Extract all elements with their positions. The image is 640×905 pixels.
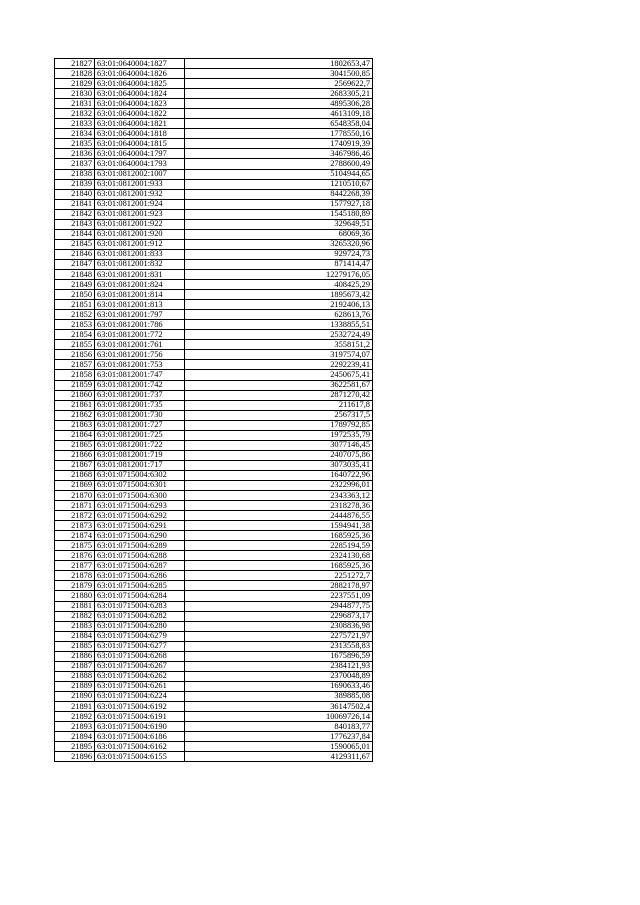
value-cell: 3467986,46 <box>185 149 373 159</box>
row-number-cell: 21856 <box>55 350 95 360</box>
row-number-cell: 21841 <box>55 199 95 209</box>
row-number-cell: 21871 <box>55 501 95 511</box>
cadastral-number-cell: 63:01:0715004:6282 <box>95 611 185 621</box>
table-row <box>55 430 373 440</box>
value-cell: 2788600,49 <box>185 159 373 169</box>
table-row <box>55 511 373 521</box>
table-row <box>55 571 373 581</box>
cadastral-number-cell: 63:01:0640004:1793 <box>95 159 185 169</box>
table-row <box>55 531 373 541</box>
row-number-cell: 21874 <box>55 531 95 541</box>
cadastral-number-cell: 63:01:0715004:6224 <box>95 691 185 701</box>
value-cell: 68069,36 <box>185 229 373 239</box>
table-row <box>55 290 373 300</box>
cadastral-number-cell: 63:01:0812001:722 <box>95 440 185 450</box>
value-cell: 3077146,45 <box>185 440 373 450</box>
value-cell: 871414,47 <box>185 259 373 269</box>
cadastral-number-cell: 63:01:0715004:6300 <box>95 491 185 501</box>
row-number-cell: 21885 <box>55 641 95 651</box>
row-number-cell: 21827 <box>55 59 95 69</box>
value-cell: 12279176,05 <box>185 269 373 279</box>
value-cell: 2882178,97 <box>185 581 373 591</box>
row-number-cell: 21877 <box>55 561 95 571</box>
row-number-cell: 21839 <box>55 179 95 189</box>
table-row <box>55 390 373 400</box>
row-number-cell: 21864 <box>55 430 95 440</box>
table-row <box>55 641 373 651</box>
value-cell: 2192406,13 <box>185 300 373 310</box>
row-number-cell: 21876 <box>55 551 95 561</box>
cadastral-number-cell: 63:01:0715004:6268 <box>95 651 185 661</box>
table-body <box>55 59 373 762</box>
table-row <box>55 360 373 370</box>
table-row <box>55 651 373 661</box>
table-row <box>55 239 373 249</box>
cadastral-number-cell: 63:01:0715004:6191 <box>95 712 185 722</box>
cadastral-number-cell: 63:01:0812001:932 <box>95 189 185 199</box>
cadastral-number-cell: 63:01:0812001:756 <box>95 350 185 360</box>
row-number-cell: 21837 <box>55 159 95 169</box>
cadastral-number-cell: 63:01:0715004:6301 <box>95 480 185 490</box>
value-cell: 8442268,39 <box>185 189 373 199</box>
value-cell: 6548358,04 <box>185 119 373 129</box>
row-number-cell: 21886 <box>55 651 95 661</box>
cadastral-number-cell: 63:01:0715004:6286 <box>95 571 185 581</box>
table-row <box>55 722 373 732</box>
value-cell: 2444876,55 <box>185 511 373 521</box>
cadastral-number-cell: 63:01:0715004:6284 <box>95 591 185 601</box>
value-cell: 2237551,09 <box>185 591 373 601</box>
cadastral-number-cell: 63:01:0715004:6293 <box>95 501 185 511</box>
table-row <box>55 591 373 601</box>
cadastral-number-cell: 63:01:0715004:6192 <box>95 702 185 712</box>
cadastral-number-cell: 63:01:0812002:1007 <box>95 169 185 179</box>
table-row <box>55 139 373 149</box>
row-number-cell: 21889 <box>55 681 95 691</box>
table-row <box>55 440 373 450</box>
table-row <box>55 732 373 742</box>
cadastral-number-cell: 63:01:0812001:923 <box>95 209 185 219</box>
row-number-cell: 21879 <box>55 581 95 591</box>
row-number-cell: 21872 <box>55 511 95 521</box>
row-number-cell: 21842 <box>55 209 95 219</box>
cadastral-number-cell: 63:01:0812001:747 <box>95 370 185 380</box>
row-number-cell: 21833 <box>55 119 95 129</box>
cadastral-number-cell: 63:01:0715004:6283 <box>95 601 185 611</box>
value-cell: 2285194,59 <box>185 541 373 551</box>
row-number-cell: 21884 <box>55 631 95 641</box>
value-cell: 1895673,42 <box>185 290 373 300</box>
table-row <box>55 702 373 712</box>
table-row <box>55 752 373 762</box>
row-number-cell: 21857 <box>55 360 95 370</box>
cadastral-number-cell: 63:01:0715004:6288 <box>95 551 185 561</box>
cadastral-number-cell: 63:01:0715004:6267 <box>95 661 185 671</box>
table-row <box>55 169 373 179</box>
table-row <box>55 219 373 229</box>
value-cell: 4895306,28 <box>185 99 373 109</box>
table-row <box>55 129 373 139</box>
value-cell: 3622581,67 <box>185 380 373 390</box>
row-number-cell: 21866 <box>55 450 95 460</box>
value-cell: 36147502,4 <box>185 702 373 712</box>
cadastral-number-cell: 63:01:0812001:833 <box>95 249 185 259</box>
cadastral-number-cell: 63:01:0812001:933 <box>95 179 185 189</box>
value-cell: 628613,76 <box>185 310 373 320</box>
value-cell: 3197574,07 <box>185 350 373 360</box>
value-cell: 2407075,86 <box>185 450 373 460</box>
table-row <box>55 320 373 330</box>
table-row <box>55 631 373 641</box>
row-number-cell: 21829 <box>55 79 95 89</box>
value-cell: 1590065,01 <box>185 742 373 752</box>
row-number-cell: 21830 <box>55 89 95 99</box>
value-cell: 929724,73 <box>185 249 373 259</box>
table-row <box>55 340 373 350</box>
value-cell: 1675896,59 <box>185 651 373 661</box>
value-cell: 389885,08 <box>185 691 373 701</box>
cadastral-number-cell: 63:01:0640004:1821 <box>95 119 185 129</box>
cadastral-number-cell: 63:01:0812001:730 <box>95 410 185 420</box>
row-number-cell: 21854 <box>55 330 95 340</box>
value-cell: 2275721,97 <box>185 631 373 641</box>
row-number-cell: 21894 <box>55 732 95 742</box>
cadastral-number-cell: 63:01:0812001:717 <box>95 460 185 470</box>
cadastral-number-cell: 63:01:0812001:831 <box>95 269 185 279</box>
row-number-cell: 21845 <box>55 239 95 249</box>
cadastral-number-cell: 63:01:0812001:761 <box>95 340 185 350</box>
table-row <box>55 621 373 631</box>
value-cell: 1690633,46 <box>185 681 373 691</box>
row-number-cell: 21890 <box>55 691 95 701</box>
cadastral-number-cell: 63:01:0812001:753 <box>95 360 185 370</box>
table-row <box>55 410 373 420</box>
value-cell: 2567317,5 <box>185 410 373 420</box>
table-row <box>55 350 373 360</box>
cadastral-number-cell: 63:01:0812001:814 <box>95 290 185 300</box>
cadastral-number-cell: 63:01:0715004:6285 <box>95 581 185 591</box>
row-number-cell: 21891 <box>55 702 95 712</box>
table-row <box>55 480 373 490</box>
table-row <box>55 661 373 671</box>
value-cell: 4129311,67 <box>185 752 373 762</box>
row-number-cell: 21832 <box>55 109 95 119</box>
value-cell: 2296873,17 <box>185 611 373 621</box>
value-cell: 1685925,36 <box>185 531 373 541</box>
row-number-cell: 21865 <box>55 440 95 450</box>
row-number-cell: 21840 <box>55 189 95 199</box>
cadastral-number-cell: 63:01:0640004:1815 <box>95 139 185 149</box>
table-row <box>55 691 373 701</box>
table-row <box>55 179 373 189</box>
table-row <box>55 229 373 239</box>
value-cell: 329649,51 <box>185 219 373 229</box>
row-number-cell: 21881 <box>55 601 95 611</box>
row-number-cell: 21851 <box>55 300 95 310</box>
row-number-cell: 21838 <box>55 169 95 179</box>
table-row <box>55 269 373 279</box>
cadastral-number-cell: 63:01:0715004:6302 <box>95 470 185 480</box>
row-number-cell: 21843 <box>55 219 95 229</box>
row-number-cell: 21875 <box>55 541 95 551</box>
cadastral-number-cell: 63:01:0715004:6262 <box>95 671 185 681</box>
table-row <box>55 59 373 69</box>
table-row <box>55 601 373 611</box>
value-cell: 1685925,36 <box>185 561 373 571</box>
value-cell: 1338855,51 <box>185 320 373 330</box>
cadastral-number-cell: 63:01:0812001:737 <box>95 390 185 400</box>
cadastral-number-cell: 63:01:0812001:742 <box>95 380 185 390</box>
value-cell: 1577927,18 <box>185 199 373 209</box>
value-cell: 4613109,18 <box>185 109 373 119</box>
row-number-cell: 21834 <box>55 129 95 139</box>
row-number-cell: 21835 <box>55 139 95 149</box>
table-row <box>55 300 373 310</box>
row-number-cell: 21880 <box>55 591 95 601</box>
value-cell: 2292239,41 <box>185 360 373 370</box>
table-row <box>55 109 373 119</box>
row-number-cell: 21844 <box>55 229 95 239</box>
table-row <box>55 149 373 159</box>
value-cell: 2251272,7 <box>185 571 373 581</box>
row-number-cell: 21867 <box>55 460 95 470</box>
row-number-cell: 21859 <box>55 380 95 390</box>
table-row <box>55 671 373 681</box>
data-table <box>54 58 373 762</box>
value-cell: 3073035,41 <box>185 460 373 470</box>
cadastral-number-cell: 63:01:0715004:6289 <box>95 541 185 551</box>
row-number-cell: 21862 <box>55 410 95 420</box>
value-cell: 1640722,96 <box>185 470 373 480</box>
table-row <box>55 561 373 571</box>
cadastral-number-cell: 63:01:0812001:824 <box>95 280 185 290</box>
table-row <box>55 280 373 290</box>
table-row <box>55 470 373 480</box>
value-cell: 211617,8 <box>185 400 373 410</box>
value-cell: 1545180,89 <box>185 209 373 219</box>
value-cell: 840183,77 <box>185 722 373 732</box>
value-cell: 1594941,38 <box>185 521 373 531</box>
value-cell: 2384121,93 <box>185 661 373 671</box>
value-cell: 3265320,96 <box>185 239 373 249</box>
cadastral-number-cell: 63:01:0715004:6291 <box>95 521 185 531</box>
cadastral-number-cell: 63:01:0812001:924 <box>95 199 185 209</box>
cadastral-number-cell: 63:01:0812001:772 <box>95 330 185 340</box>
cadastral-number-cell: 63:01:0715004:6279 <box>95 631 185 641</box>
value-cell: 3041500,85 <box>185 69 373 79</box>
cadastral-number-cell: 63:01:0812001:912 <box>95 239 185 249</box>
row-number-cell: 21883 <box>55 621 95 631</box>
value-cell: 2370048,89 <box>185 671 373 681</box>
row-number-cell: 21888 <box>55 671 95 681</box>
row-number-cell: 21860 <box>55 390 95 400</box>
cadastral-number-cell: 63:01:0812001:922 <box>95 219 185 229</box>
cadastral-number-cell: 63:01:0640004:1822 <box>95 109 185 119</box>
cadastral-number-cell: 63:01:0812001:813 <box>95 300 185 310</box>
row-number-cell: 21846 <box>55 249 95 259</box>
cadastral-number-cell: 63:01:0715004:6287 <box>95 561 185 571</box>
row-number-cell: 21849 <box>55 280 95 290</box>
value-cell: 2871270,42 <box>185 390 373 400</box>
table-row <box>55 712 373 722</box>
value-cell: 2318278,36 <box>185 501 373 511</box>
cadastral-number-cell: 63:01:0812001:797 <box>95 310 185 320</box>
cadastral-number-cell: 63:01:0715004:6190 <box>95 722 185 732</box>
cadastral-number-cell: 63:01:0812001:735 <box>95 400 185 410</box>
row-number-cell: 21882 <box>55 611 95 621</box>
cadastral-number-cell: 63:01:0812001:832 <box>95 259 185 269</box>
row-number-cell: 21828 <box>55 69 95 79</box>
value-cell: 1776237,84 <box>185 732 373 742</box>
row-number-cell: 21861 <box>55 400 95 410</box>
cadastral-number-cell: 63:01:0640004:1797 <box>95 149 185 159</box>
row-number-cell: 21893 <box>55 722 95 732</box>
table-row <box>55 209 373 219</box>
cadastral-number-cell: 63:01:0715004:6280 <box>95 621 185 631</box>
row-number-cell: 21895 <box>55 742 95 752</box>
table-row <box>55 420 373 430</box>
table-row <box>55 541 373 551</box>
table-row <box>55 370 373 380</box>
value-cell: 1789792,85 <box>185 420 373 430</box>
table-row <box>55 159 373 169</box>
row-number-cell: 21878 <box>55 571 95 581</box>
row-number-cell: 21853 <box>55 320 95 330</box>
value-cell: 2322996,01 <box>185 480 373 490</box>
cadastral-number-cell: 63:01:0640004:1824 <box>95 89 185 99</box>
row-number-cell: 21896 <box>55 752 95 762</box>
row-number-cell: 21869 <box>55 480 95 490</box>
value-cell: 2343363,12 <box>185 491 373 501</box>
table-row <box>55 69 373 79</box>
cadastral-number-cell: 63:01:0812001:786 <box>95 320 185 330</box>
row-number-cell: 21848 <box>55 269 95 279</box>
value-cell: 2324130,68 <box>185 551 373 561</box>
table-row <box>55 581 373 591</box>
table-row <box>55 99 373 109</box>
table-row <box>55 380 373 390</box>
cadastral-number-cell: 63:01:0640004:1818 <box>95 129 185 139</box>
table-row <box>55 189 373 199</box>
row-number-cell: 21887 <box>55 661 95 671</box>
value-cell: 2683305,21 <box>185 89 373 99</box>
cadastral-number-cell: 63:01:0640004:1823 <box>95 99 185 109</box>
table-row <box>55 521 373 531</box>
value-cell: 2450675,41 <box>185 370 373 380</box>
table-row <box>55 611 373 621</box>
cadastral-number-cell: 63:01:0715004:6162 <box>95 742 185 752</box>
value-cell: 2569622,7 <box>185 79 373 89</box>
table-row <box>55 742 373 752</box>
table-row <box>55 330 373 340</box>
cadastral-number-cell: 63:01:0715004:6277 <box>95 641 185 651</box>
value-cell: 1972535,79 <box>185 430 373 440</box>
value-cell: 1802653,47 <box>185 59 373 69</box>
row-number-cell: 21836 <box>55 149 95 159</box>
value-cell: 2308836,98 <box>185 621 373 631</box>
row-number-cell: 21863 <box>55 420 95 430</box>
table-row <box>55 491 373 501</box>
cadastral-number-cell: 63:01:0715004:6290 <box>95 531 185 541</box>
value-cell: 10069726,14 <box>185 712 373 722</box>
row-number-cell: 21847 <box>55 259 95 269</box>
row-number-cell: 21870 <box>55 491 95 501</box>
row-number-cell: 21850 <box>55 290 95 300</box>
value-cell: 2313558,83 <box>185 641 373 651</box>
table-row <box>55 119 373 129</box>
table-row <box>55 460 373 470</box>
cadastral-number-cell: 63:01:0715004:6261 <box>95 681 185 691</box>
cadastral-number-cell: 63:01:0640004:1825 <box>95 79 185 89</box>
row-number-cell: 21855 <box>55 340 95 350</box>
cadastral-number-cell: 63:01:0812001:725 <box>95 430 185 440</box>
row-number-cell: 21852 <box>55 310 95 320</box>
value-cell: 1210510,67 <box>185 179 373 189</box>
table-row <box>55 400 373 410</box>
value-cell: 5104944,65 <box>185 169 373 179</box>
cadastral-number-cell: 63:01:0715004:6186 <box>95 732 185 742</box>
cadastral-number-cell: 63:01:0640004:1826 <box>95 69 185 79</box>
value-cell: 1778550,16 <box>185 129 373 139</box>
value-cell: 408425,29 <box>185 280 373 290</box>
row-number-cell: 21892 <box>55 712 95 722</box>
table-row <box>55 450 373 460</box>
value-cell: 2944877,75 <box>185 601 373 611</box>
cadastral-number-cell: 63:01:0715004:6292 <box>95 511 185 521</box>
table-row <box>55 199 373 209</box>
value-cell: 1740919,39 <box>185 139 373 149</box>
table-row <box>55 249 373 259</box>
row-number-cell: 21868 <box>55 470 95 480</box>
cadastral-number-cell: 63:01:0812001:920 <box>95 229 185 239</box>
cadastral-number-cell: 63:01:0640004:1827 <box>95 59 185 69</box>
table-row <box>55 79 373 89</box>
table-row <box>55 89 373 99</box>
table-row <box>55 551 373 561</box>
row-number-cell: 21858 <box>55 370 95 380</box>
table-row <box>55 259 373 269</box>
row-number-cell: 21831 <box>55 99 95 109</box>
value-cell: 3558151,2 <box>185 340 373 350</box>
value-cell: 2532724,49 <box>185 330 373 340</box>
cadastral-number-cell: 63:01:0715004:6155 <box>95 752 185 762</box>
table-row <box>55 681 373 691</box>
row-number-cell: 21873 <box>55 521 95 531</box>
cadastral-number-cell: 63:01:0812001:719 <box>95 450 185 460</box>
cadastral-number-cell: 63:01:0812001:727 <box>95 420 185 430</box>
table-row <box>55 501 373 511</box>
table-row <box>55 310 373 320</box>
